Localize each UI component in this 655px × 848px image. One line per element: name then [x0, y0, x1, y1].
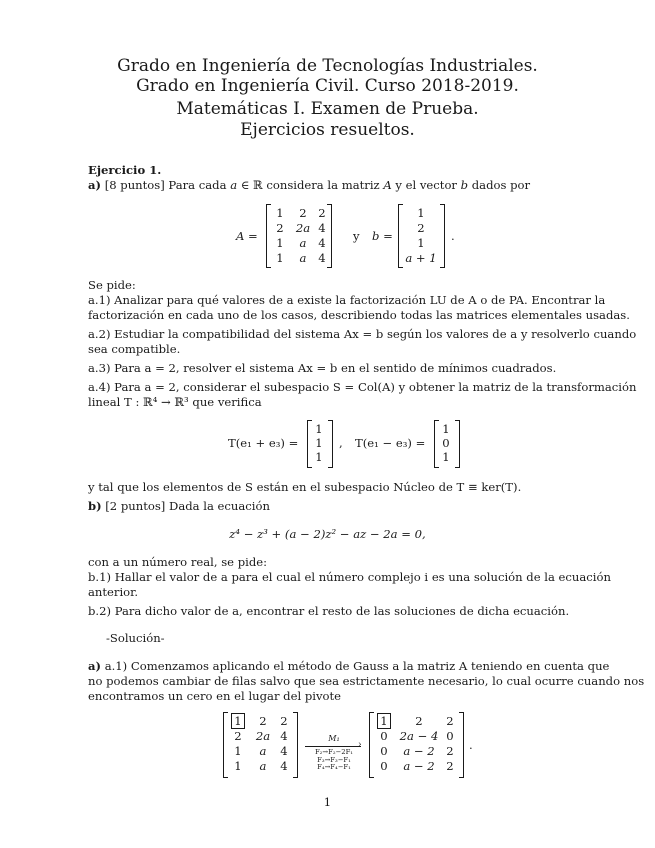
A-cell-r4-c3: 4 — [318, 251, 326, 265]
b-cell-r2-c1: 2 — [417, 221, 425, 235]
b-cell-r1-c1: 1 — [417, 206, 425, 220]
solution-a-label: a) — [88, 659, 101, 673]
T1-cell-r3-c1: 1 — [315, 450, 323, 464]
part-b-label: b) — [88, 499, 102, 513]
arrow-op-2: F₃→F₃−F₁ — [317, 755, 351, 764]
A-cell-r2-c2: 2a — [295, 221, 311, 235]
T1-cell-r2-c1: 1 — [315, 436, 323, 450]
A-cell-r3-c2: a — [299, 236, 307, 250]
arrow-op-3: F₄→F₄−F₁ — [317, 763, 351, 771]
gR-cell-r2-c3: 0 — [446, 729, 454, 743]
A-cell-r2-c3: 4 — [318, 221, 326, 235]
A-cell-r3-c3: 4 — [318, 236, 326, 250]
gauss-left-open-bracket — [223, 712, 228, 778]
gL-cell-r3-c1: 1 — [234, 744, 242, 758]
T1-label: T(e₁ + e₃) = — [228, 436, 299, 450]
vector-b-right-bracket — [440, 204, 445, 268]
intro-text-1: [8 puntos] Para cada — [104, 178, 231, 192]
gR-cell-r1-c1 — [375, 714, 393, 728]
gR-cell-r2-c1: 0 — [380, 729, 388, 743]
gL-cell-r4-c2: a — [259, 759, 267, 773]
gL-cell-r2-c2: 2a — [255, 729, 271, 743]
A-cell-r1-c2: 2 — [299, 206, 307, 220]
T2-cell-r2-c1: 0 — [442, 436, 450, 450]
solution-text-1: a.1) Comenzamos aplicando el método de Gauss a la matriz A teniendo en cuenta que — [104, 659, 610, 673]
gR-cell-r3-c3: 2 — [446, 744, 454, 758]
a1-line-1: a.1) Analizar para qué valores de a existe la factorización LU de A o de PA. Encontrar la — [88, 293, 606, 307]
a4-line-2: lineal T : ℝ⁴ → ℝ³ que verifica — [88, 395, 262, 409]
pivot-box: 1 — [377, 713, 390, 729]
A-cell-r4-c2: a — [299, 251, 307, 265]
arrow-ops — [305, 749, 363, 772]
T2-cell-r3-c1: 1 — [442, 450, 450, 464]
exercise-title: Ejercicio 1. — [88, 163, 162, 177]
solution-line-1 — [88, 659, 609, 674]
A-cell-r1-c3: 2 — [318, 206, 326, 220]
header-line-2: Grado en Ingeniería Civil. Curso 2018-2019. — [136, 76, 519, 96]
T1-right-bracket — [328, 420, 333, 468]
se-pide: Se pide: — [88, 278, 136, 292]
a1-line-2: factorización en cada uno de los casos, describiendo todas las matrices elementales usadas. — [88, 308, 630, 322]
b1-line-1: b.1) Hallar el valor de a para el cual el número complejo i es una solución de la ecuación — [88, 570, 611, 584]
gL-cell-r3-c3: 4 — [280, 744, 288, 758]
arrow-head: › — [358, 740, 362, 750]
part-a-label: a) — [88, 178, 101, 192]
gauss-right-close-bracket — [459, 712, 464, 778]
T2-cell-r1-c1: 1 — [442, 422, 450, 436]
solution-line-2: no podemos cambiar de filas salvo que sea estrictamente necesario, lo cual ocurre cuando nos — [88, 674, 645, 688]
tal-que-line: y tal que los elementos de S están en el subespacio Núcleo de T ≡ ker(T). — [88, 480, 522, 494]
matrix-period: . — [451, 229, 455, 243]
a2-line-2: sea compatible. — [88, 342, 181, 356]
intro-text-3: y el vector — [391, 178, 461, 192]
arrow-label: M₁ — [328, 734, 340, 743]
b2-line: b.2) Para dicho valor de a, encontrar el resto de las soluciones de dicha ecuación. — [88, 604, 570, 618]
gL-cell-r3-c2: a — [259, 744, 267, 758]
gR-cell-r4-c1: 0 — [380, 759, 388, 773]
gL-cell-r1-c1 — [229, 714, 247, 728]
intro-var-b: b — [460, 178, 469, 192]
gR-cell-r2-c2: 2a − 4 — [399, 729, 439, 743]
header-line-4: Ejercicios resueltos. — [240, 120, 415, 140]
equation: z⁴ − z³ + (a − 2)z² − az − 2a = 0, — [229, 527, 426, 541]
A-cell-r4-c1: 1 — [276, 251, 284, 265]
A-cell-r1-c1: 1 — [276, 206, 284, 220]
gR-cell-r3-c1: 0 — [380, 744, 388, 758]
b1-line-2: anterior. — [88, 585, 139, 599]
a3-line: a.3) Para a = 2, resolver el sistema Ax = b en el sentido de mínimos cuadrados. — [88, 361, 557, 375]
solution-heading: -Solución- — [106, 631, 165, 645]
header-line-1: Grado en Ingeniería de Tecnologías Industriales. — [117, 56, 538, 76]
T2-label: T(e₁ − e₃) = — [355, 436, 426, 450]
gR-cell-r1-c3: 2 — [446, 714, 454, 728]
gR-cell-r4-c3: 2 — [446, 759, 454, 773]
gL-cell-r1-c3: 2 — [280, 714, 288, 728]
part-a-intro — [88, 178, 530, 193]
b-cell-r3-c1: 1 — [417, 236, 425, 250]
part-b-intro — [88, 499, 270, 514]
gR-cell-r4-c2: a − 2 — [403, 759, 435, 773]
gauss-period: . — [469, 738, 473, 752]
arrow-op-1: F₂→F₂−2F₁ — [314, 748, 354, 756]
solution-line-3: encontramos un cero en el lugar del pivote — [88, 689, 342, 703]
A-cell-r3-c1: 1 — [276, 236, 284, 250]
T-comma: , — [339, 436, 343, 450]
gR-cell-r1-c2: 2 — [415, 714, 423, 728]
gauss-left-close-bracket — [293, 712, 298, 778]
intro-var-a: a — [230, 178, 238, 192]
header-line-3: Matemáticas I. Examen de Prueba. — [176, 99, 479, 119]
arrow-line — [305, 746, 361, 747]
a2-line-1: a.2) Estudiar la compatibilidad del sistema Ax = b según los valores de a y resolverlo cuando — [88, 327, 637, 341]
y-word: y — [353, 229, 360, 243]
matrix-A-label: A = — [236, 229, 258, 243]
part-b-text: [2 puntos] Dada la ecuación — [105, 499, 270, 513]
gL-cell-r2-c1: 2 — [234, 729, 242, 743]
T1-cell-r1-c1: 1 — [315, 422, 323, 436]
vector-b-label: b = — [372, 229, 393, 243]
gauss-right-open-bracket — [369, 712, 374, 778]
gL-cell-r2-c3: 4 — [280, 729, 288, 743]
gL-cell-r4-c3: 4 — [280, 759, 288, 773]
gL-cell-r4-c1: 1 — [234, 759, 242, 773]
b-cell-r4-c1: a + 1 — [405, 251, 437, 265]
gL-cell-r1-c2: 2 — [259, 714, 267, 728]
intro-text-4: dados por — [468, 178, 531, 192]
page-number: 1 — [323, 795, 332, 809]
a4-line-1: a.4) Para a = 2, considerar el subespacio S = Col(A) y obtener la matriz de la transformación — [88, 380, 637, 394]
matrix-A-left-bracket — [266, 204, 271, 268]
gR-cell-r3-c2: a − 2 — [403, 744, 435, 758]
intro-var-A: A — [383, 178, 392, 192]
A-cell-r2-c1: 2 — [276, 221, 284, 235]
intro-text-2: ∈ ℝ considera la matriz — [237, 178, 384, 192]
pivot-box: 1 — [231, 713, 244, 729]
T2-right-bracket — [455, 420, 460, 468]
con-a-line: con a un número real, se pide: — [88, 555, 268, 569]
